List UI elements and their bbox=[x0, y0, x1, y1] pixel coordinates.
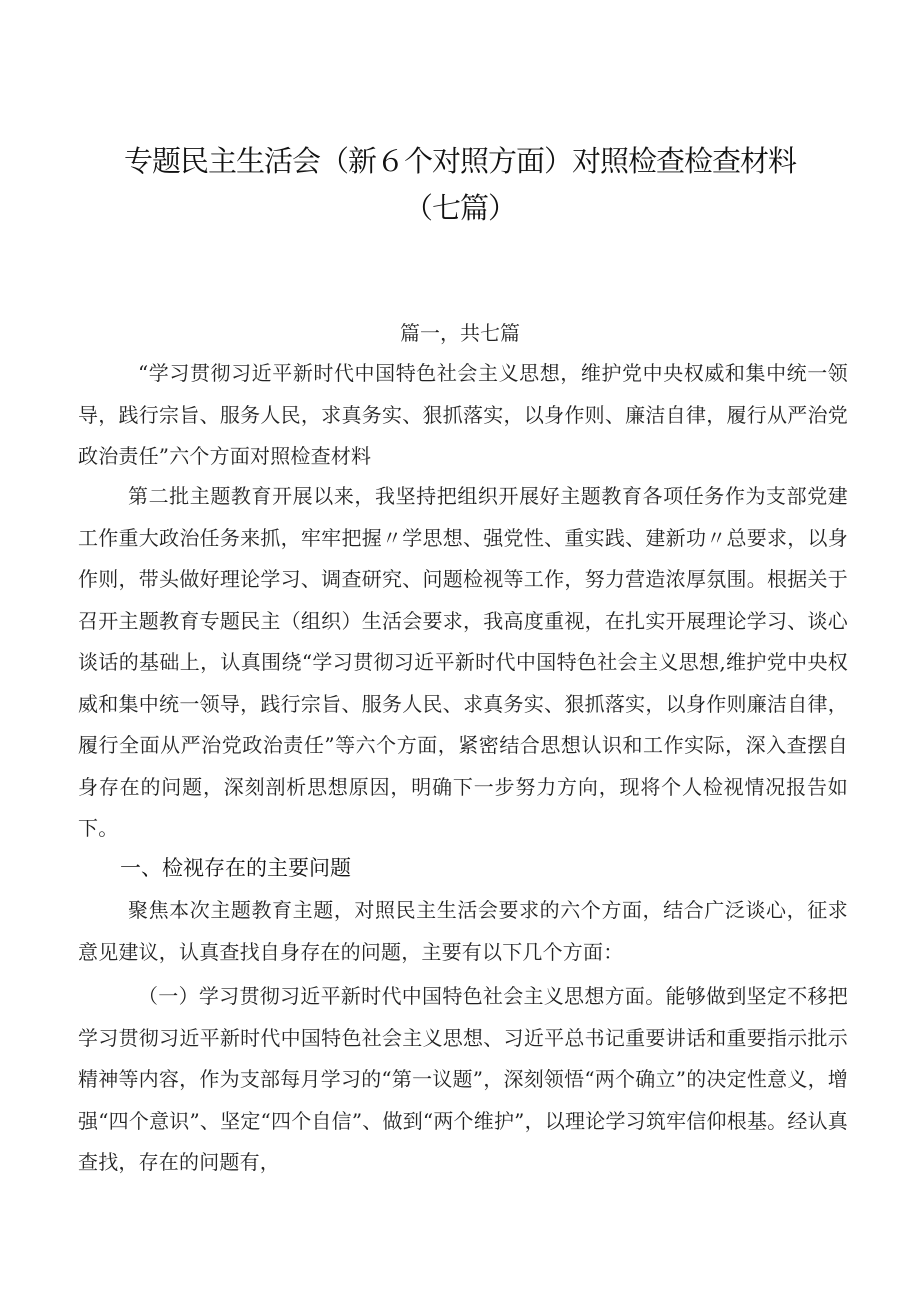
paragraph-focus: 聚焦本次主题教育主题，对照民主生活会要求的六个方面，结合广泛谈心，征求意见建议，认真查找自身存在的问题，主要有以下几个方面： bbox=[78, 898, 848, 964]
document-title: 专题民主生活会（新６个对照方面）对照检查检查材料 bbox=[123, 144, 796, 178]
paragraph-item-one: （一）学习贯彻习近平新时代中国特色社会主义思想方面。能够做到坚定不移把学习贯彻习近平新时代中国特色社会主义思想、习近平总书记重要讲话和重要指示批示精神等内容，作为支部每月学习的“第一议题”，深刻领悟“两个确立”的决定性意义，增强“四个意识”、坚定“四个自信”、做到“两个维护”，以理论学习筑牢信仰根基。经认真查找，存在的问题有， bbox=[78, 984, 848, 1174]
paragraph-introduction: 第二批主题教育开展以来，我坚持把组织开展好主题教育各项任务作为支部党建工作重大政治任务来抓，牢牢把握〃学思想、强党性、重实践、建新功〃总要求，以身作则，带头做好理论学习、调查研究、问题检视等工作，努力营造浓厚氛围。根据关于召开主题教育专题民主（组织）生活会要求，我高度重视，在扎实开展理论学习、谈心谈话的基础上，认真围绕“学习贯彻习近平新时代中国特色社会主义思想,维护党中央权威和集中统一领导，践行宗旨、服务人民、求真务实、狠抓落实，以身作则廉洁自律，履行全面从严治党政治责任”等六个方面，紧密结合思想认识和工作实际，深入查摆自身存在的问题，深刻剖析思想原因，明确下一步努力方向，现将个人检视情况报告如下。 bbox=[78, 484, 848, 840]
document-title-subline: （七篇） bbox=[403, 191, 516, 225]
paragraph-heading-theme: “学习贯彻习近平新时代中国特色社会主义思想，维护党中央权威和集中统一领导，践行宗旨、服务人民，求真务实、狠抓落实，以身作则、廉洁自律，履行从严治党政治责任”六个方面对照检查材料 bbox=[78, 361, 848, 468]
section-heading: 一、检视存在的主要问题 bbox=[120, 856, 351, 880]
article-subtitle: 篇一，共七篇 bbox=[400, 321, 520, 345]
